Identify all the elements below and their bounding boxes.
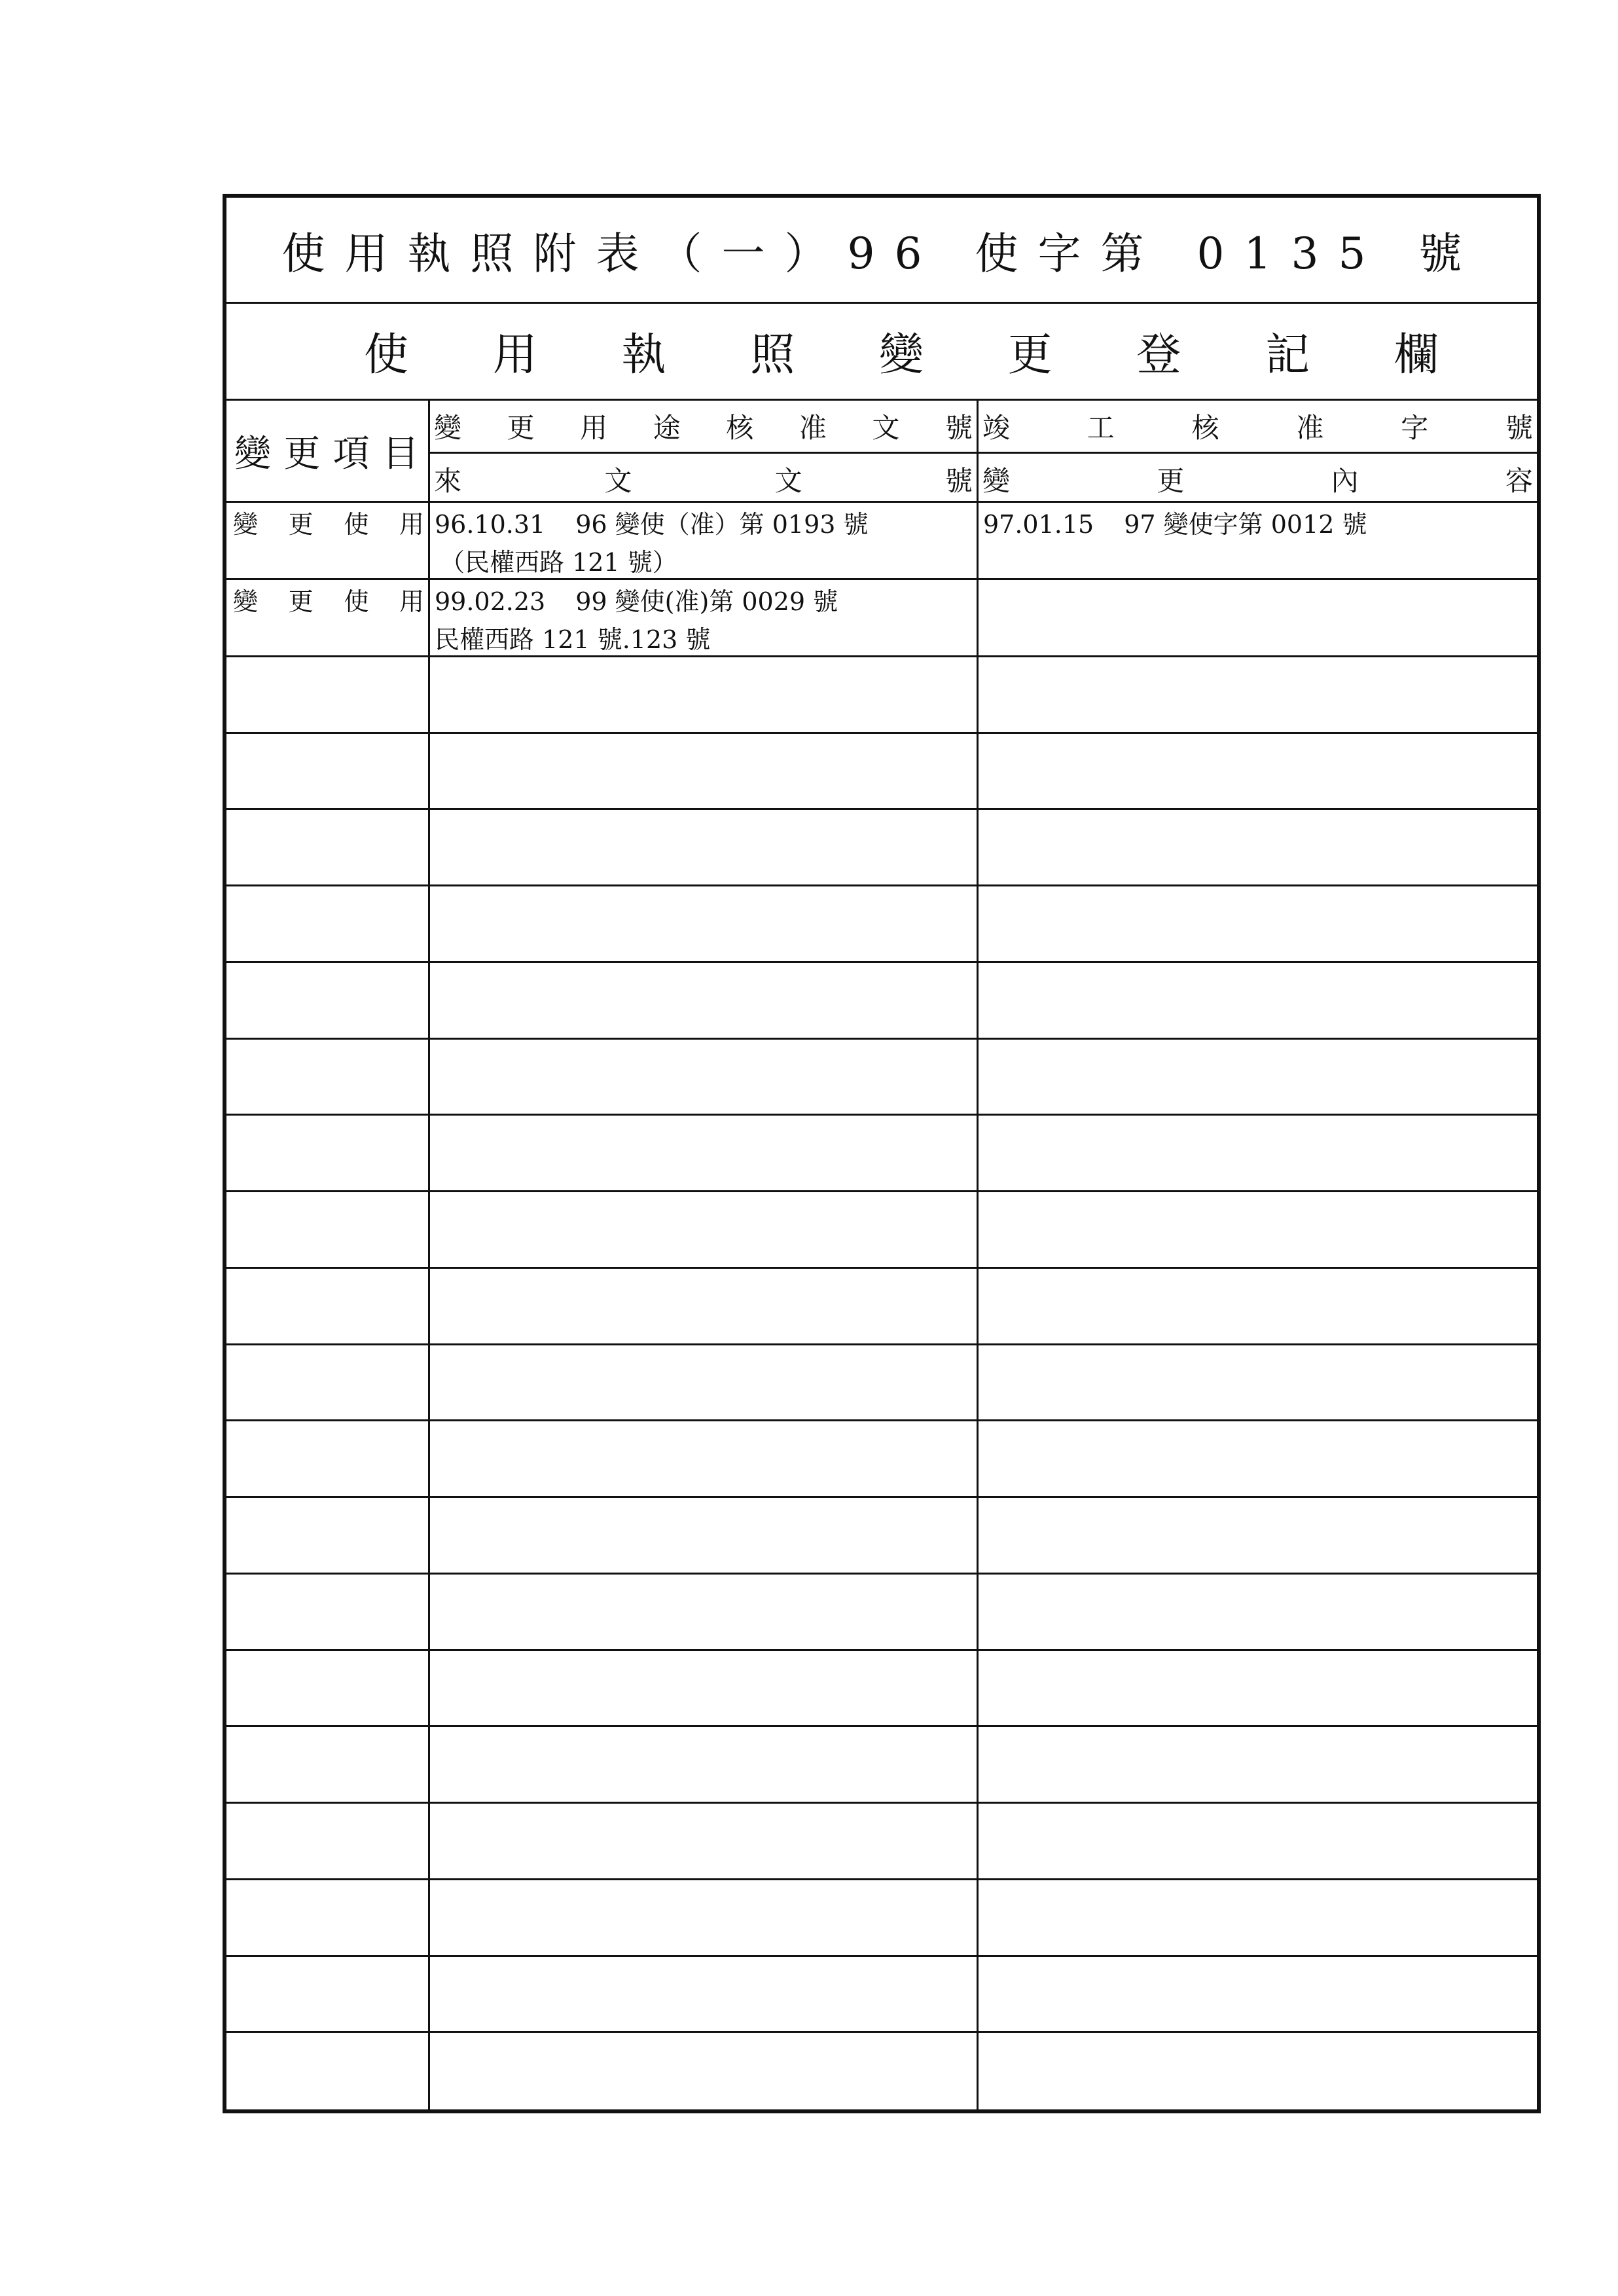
header-change-content: 變 更 內 容 (982, 465, 1533, 497)
section-title-char: 欄 (1393, 329, 1439, 381)
empty-table-row (226, 1192, 1537, 1269)
section-title-char: 變 (878, 329, 924, 381)
subtitle-row (226, 304, 1537, 401)
change-item-cell: 變 更 使 用 (233, 587, 424, 616)
table-row (226, 580, 1537, 657)
empty-table-row (226, 734, 1537, 811)
empty-table-row (226, 1345, 1537, 1422)
completion-approval-cell (983, 505, 1533, 543)
section-title-char: 登 (1136, 329, 1181, 381)
section-title-char: 記 (1265, 329, 1310, 381)
section-title-char: 照 (750, 329, 795, 381)
header-approval-doc-no: 變 更 用 途 核 准 文 號 (434, 412, 973, 444)
header-incoming-doc-no: 來 文 文 號 (434, 465, 973, 497)
empty-table-row (226, 1269, 1537, 1345)
empty-table-row (226, 1498, 1537, 1575)
header-char: 變 (234, 432, 271, 475)
column-divider (428, 657, 430, 2109)
empty-table-row (226, 1957, 1537, 2033)
approval-ref: 99 變使(准)第 0029 號 (575, 587, 838, 616)
empty-table-row (226, 1804, 1537, 1880)
column-divider (977, 580, 979, 655)
section-title (364, 304, 1439, 399)
approval-doc-cell (435, 505, 975, 581)
approval-address: （民權西路 121 號） (440, 548, 677, 577)
header-char: 項 (333, 432, 370, 475)
header-char: 目 (382, 432, 419, 475)
column-divider (977, 503, 979, 578)
empty-table-row (226, 810, 1537, 886)
page-title: 使用執照附表（一）96 使字第 0135 號 (281, 228, 1482, 279)
empty-table-row (226, 886, 1537, 963)
title-row (226, 198, 1537, 304)
header-change-item (226, 401, 428, 501)
empty-table-row (226, 1116, 1537, 1192)
empty-table-row (226, 1880, 1537, 1957)
table-header (226, 401, 1537, 503)
header-completion-approval-no: 竣 工 核 准 字 號 (982, 412, 1533, 444)
approval-date: 99.02.23 (435, 587, 546, 616)
empty-table-row (226, 1575, 1537, 1651)
header-char: 更 (283, 432, 321, 475)
empty-table-row (226, 2033, 1537, 2109)
column-divider (977, 657, 979, 2109)
empty-table-row (226, 657, 1537, 734)
completion-date: 97.01.15 (983, 510, 1094, 539)
empty-table-row (226, 1727, 1537, 1804)
approval-doc-cell (435, 583, 975, 659)
empty-table-row (226, 1651, 1537, 1728)
column-divider (428, 503, 430, 578)
empty-table-row (226, 1040, 1537, 1116)
section-title-char: 更 (1007, 329, 1052, 381)
completion-approval-cell (983, 583, 1533, 621)
section-title-char: 執 (621, 329, 666, 381)
completion-ref: 97 變使字第 0012 號 (1124, 510, 1367, 539)
register-sheet (223, 194, 1541, 2113)
section-title-char: 用 (492, 329, 537, 381)
approval-ref: 96 變使（准）第 0193 號 (575, 510, 869, 539)
empty-table-row (226, 963, 1537, 1040)
empty-table-row (226, 1421, 1537, 1498)
section-title-char: 使 (364, 329, 409, 381)
approval-date: 96.10.31 (435, 510, 546, 539)
approval-address: 民權西路 121 號.123 號 (435, 625, 711, 654)
column-divider (428, 580, 430, 655)
table-row (226, 503, 1537, 580)
change-item-cell: 變 更 使 用 (233, 510, 424, 539)
